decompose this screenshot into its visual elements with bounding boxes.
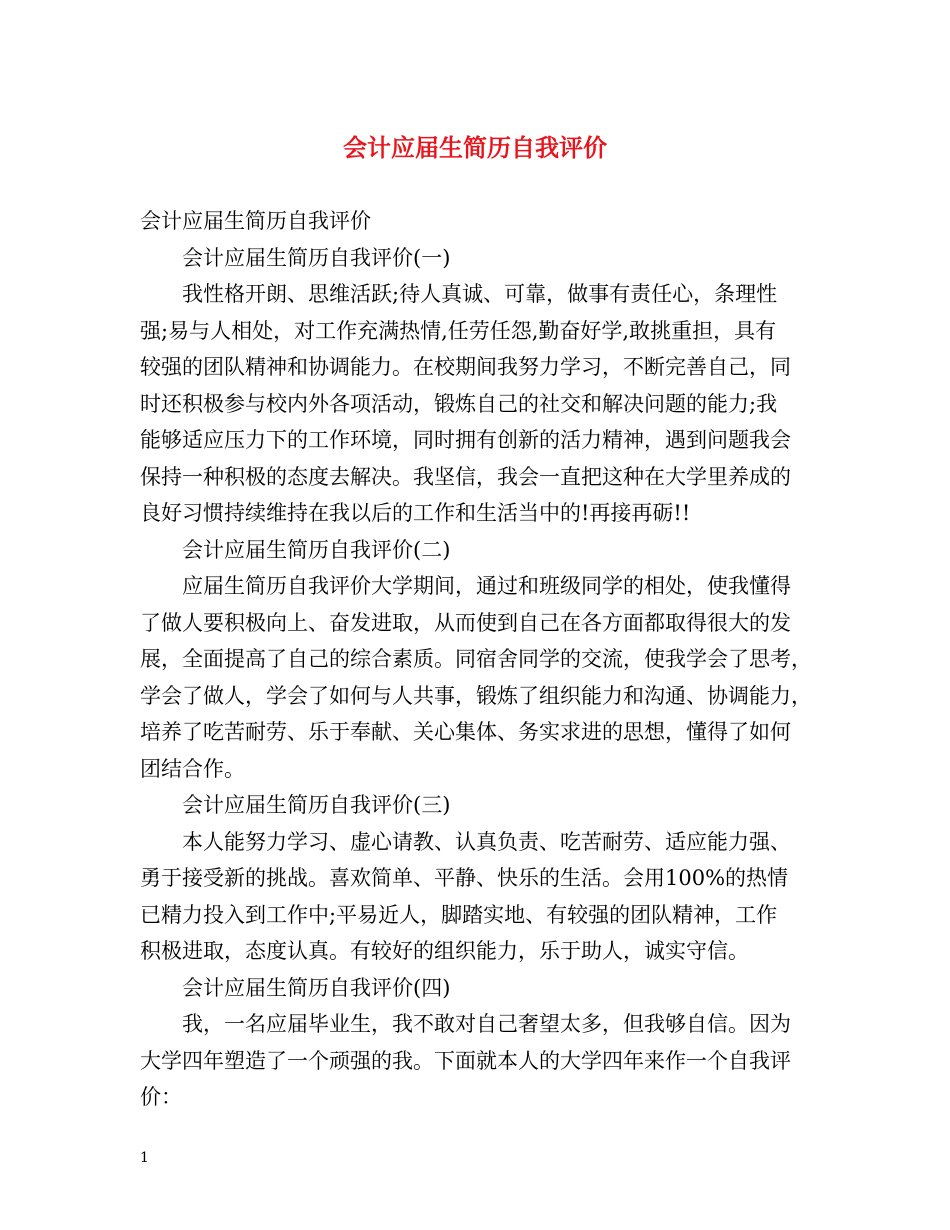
text-line: 展，全面提高了自己的综合素质。同宿舍同学的交流，使我学会了思考，	[140, 647, 812, 671]
document-title: 会计应届生简历自我评价	[343, 133, 607, 162]
text-line: 会计应届生简历自我评价	[140, 209, 371, 233]
text-line: 本人能努力学习、虚心请教、认真负责、吃苦耐劳、适应能力强、	[182, 829, 791, 854]
document-body	[140, 203, 830, 1116]
text-line: 应届生简历自我评价大学期间，通过和班级同学的相处，使我懂得	[182, 574, 791, 598]
page-number: 1	[140, 1150, 149, 1166]
text-line: 培养了吃苦耐劳、乐于奉献、关心集体、务实求进的思想，懂得了如何	[140, 720, 791, 744]
text-line: 会计应届生简历自我评价(三)	[182, 793, 451, 817]
text-line: 了做人要积极向上、奋发进取，从而使到自己在各方面都取得很大的发	[140, 610, 791, 635]
text-line: 会计应届生简历自我评价(二)	[182, 537, 451, 562]
text-line: 价：	[140, 1085, 182, 1109]
text-line: 积极进取，态度认真。有较好的组织能力，乐于助人，诚实守信。	[140, 939, 749, 963]
text-line: 会计应届生简历自我评价(一)	[182, 245, 451, 270]
text-line: 已精力投入到工作中;平易近人，脚踏实地、有较强的团队精神，工作	[140, 902, 778, 927]
text-line: 强;易与人相处，对工作充满热情,任劳任怨,勤奋好学,敢挑重担，具有	[140, 318, 777, 343]
text-line: 我性格开朗、思维活跃;待人真诚、可靠，做事有责任心，条理性	[182, 282, 778, 306]
text-line: 良好习惯持续维持在我以后的工作和生活当中的!再接再砺!!	[140, 501, 691, 525]
text-line: 时还积极参与校内外各项活动，锻炼自己的社交和解决问题的能力;我	[140, 391, 778, 416]
text-line: 较强的团队精神和协调能力。在校期间我努力学习，不断完善自己，同	[140, 355, 791, 379]
text-line: 能够适应压力下的工作环境，同时拥有创新的活力精神，遇到问题我会	[140, 428, 791, 452]
text-line: 我，一名应届毕业生，我不敢对自己奢望太多，但我够自信。因为	[182, 1012, 791, 1036]
text-line: 保持一种积极的态度去解决。我坚信，我会一直把这种在大学里养成的	[140, 464, 791, 489]
text-line: 会计应届生简历自我评价(四)	[182, 975, 451, 1000]
text-line: 团结合作。	[140, 756, 245, 781]
text-line: 学会了做人，学会了如何与人共事，锻炼了组织能力和沟通、协调能力，	[140, 683, 812, 708]
text-line: 大学四年塑造了一个顽强的我。下面就本人的大学四年来作一个自我评	[140, 1048, 791, 1073]
text-line: 勇于接受新的挑战。喜欢简单、平静、快乐的生活。会用100%的热情	[140, 866, 789, 890]
